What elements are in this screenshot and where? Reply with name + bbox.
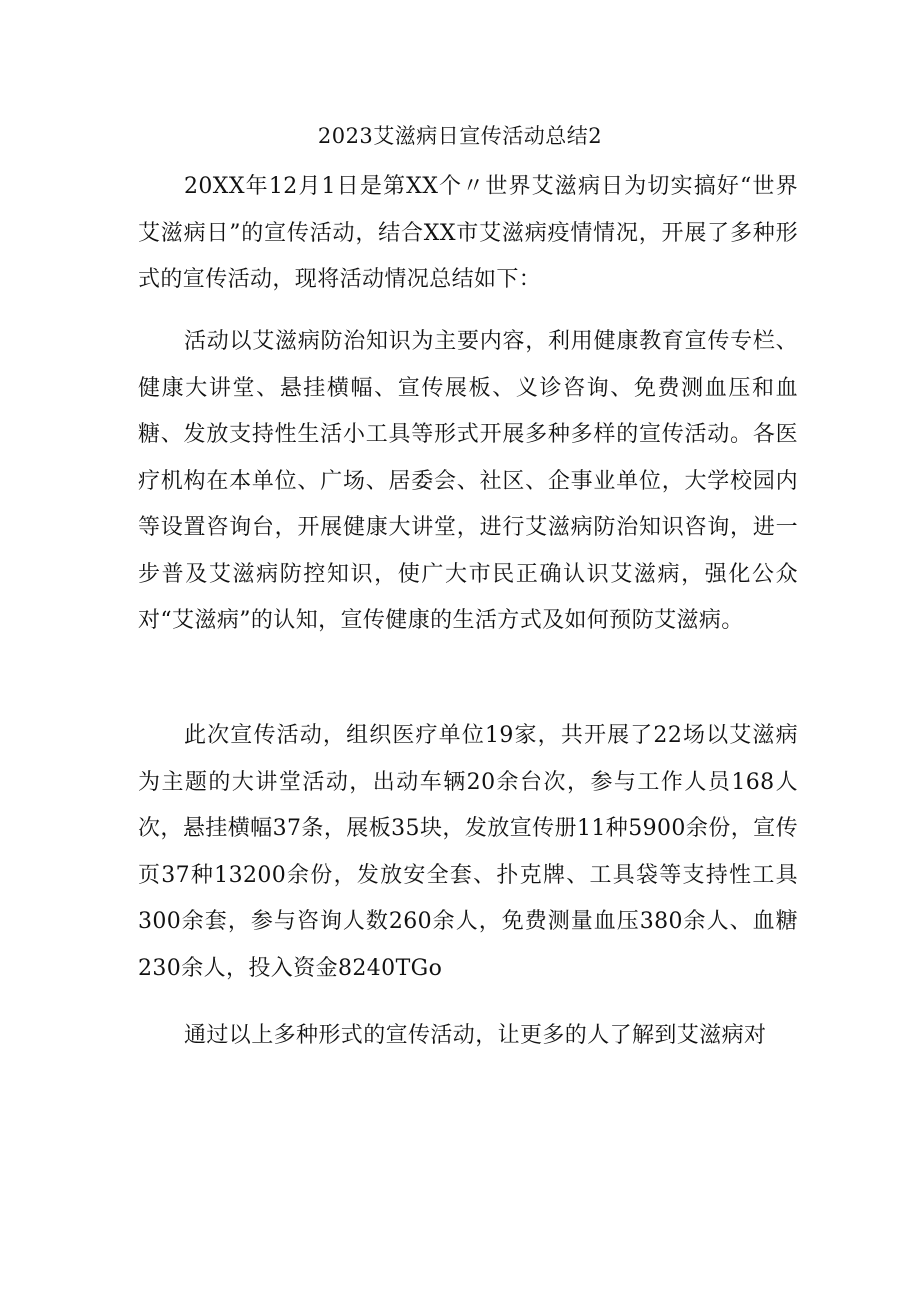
- paragraph-conclusion: 通过以上多种形式的宣传活动，让更多的人了解到艾滋病对: [184, 1023, 767, 1048]
- document-title: 2023艾滋病日宣传活动总结2: [317, 124, 603, 148]
- paragraph-activities: 活动以艾滋病防治知识为主要内容，利用健康教育宣传专栏、健康大讲堂、悬挂横幅、宣传展板、义诊咨询、免费测血压和血糖、发放支持性生活小工具等形式开展多种多样的宣传活动。各医疗机构在本单位、广场、居委会、社区、企事业单位，大学校园内等设置咨询台，开展健康大讲堂，进行艾滋病防治知识咨询，进一步普及艾滋病防控知识，使广大市民正确认识艾滋病，强化公众对“艾滋病”的认知，宣传健康的生活方式及如何预防艾滋病。: [138, 329, 798, 633]
- paragraph-intro: 20XX年12月1日是第XX个〃世界艾滋病日为切实搞好“世界艾滋病日”的宣传活动，结合XX市艾滋病疫情情况，开展了多种形式的宣传活动，现将活动情况总结如下：: [138, 174, 798, 292]
- paragraph-statistics: 此次宣传活动，组织医疗单位19家，共开展了22场以艾滋病为主题的大讲堂活动，出动车辆20余台次，参与工作人员168人次，悬挂横幅37条，展板35块，发放宣传册11种5900余份，宣传页37种13200余份，发放安全套、扑克牌、工具袋等支持性工具300余套，参与咨询人数260余人，免费测量血压380余人、血糖230余人，投入资金8240TGo: [138, 723, 798, 981]
